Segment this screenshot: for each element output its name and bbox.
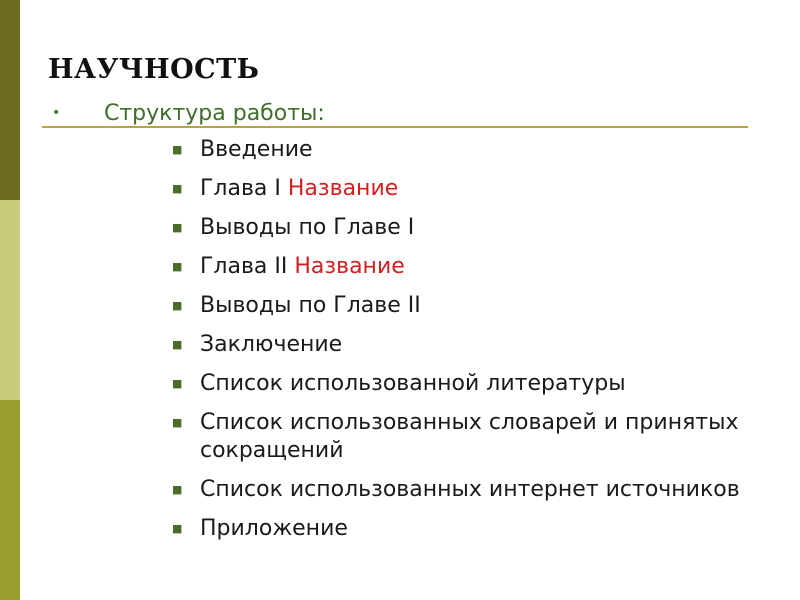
decor-stripe-top xyxy=(0,0,20,200)
decor-stripe-bottom xyxy=(0,400,20,600)
list-item-text xyxy=(200,214,772,242)
subtitle: Структура работы: xyxy=(104,100,325,126)
list-item-text xyxy=(200,331,772,359)
list-item xyxy=(172,476,772,504)
decor-stripe-middle xyxy=(0,200,20,400)
slide-title: НАУЧНОСТЬ xyxy=(48,54,260,85)
list-item xyxy=(172,175,772,203)
list-item xyxy=(172,331,772,359)
list-item xyxy=(172,409,772,465)
square-bullet-icon: ■ xyxy=(172,221,183,234)
square-bullet-icon: ■ xyxy=(172,299,183,312)
square-bullet-icon: ■ xyxy=(172,182,183,195)
subtitle-row xyxy=(48,100,325,126)
list-item-label: Глава II xyxy=(200,254,288,279)
list-item-text xyxy=(200,175,772,203)
square-bullet-icon: ■ xyxy=(172,260,183,273)
structure-list xyxy=(172,136,772,554)
list-item-label: Глава I xyxy=(200,176,281,201)
list-item-highlight: Название xyxy=(294,254,405,279)
square-bullet-icon: ■ xyxy=(172,522,183,535)
list-item xyxy=(172,515,772,543)
list-item-text xyxy=(200,292,772,320)
square-bullet-icon: ■ xyxy=(172,483,183,496)
list-item-label: Выводы по Главе I xyxy=(200,215,415,240)
list-item-label: Список использованных интернет источников xyxy=(200,477,740,502)
list-item-text xyxy=(200,409,772,465)
divider-line xyxy=(42,126,748,128)
list-item-text xyxy=(200,253,772,281)
list-item-highlight: Название xyxy=(287,176,399,201)
list-item xyxy=(172,136,772,164)
list-item-text xyxy=(200,515,772,543)
list-item-label: Список использованных словарей и принятых сокращений xyxy=(200,410,739,463)
square-bullet-icon: ■ xyxy=(172,377,183,390)
list-item xyxy=(172,370,772,398)
list-item-text xyxy=(200,476,772,504)
list-item xyxy=(172,292,772,320)
list-item-label: Заключение xyxy=(200,332,343,357)
list-item-label: Выводы по Главе II xyxy=(200,293,421,318)
square-bullet-icon: ■ xyxy=(172,338,183,351)
dot-bullet-icon: • xyxy=(52,105,61,121)
list-item-text xyxy=(200,136,772,164)
list-item-label: Список использованной литературы xyxy=(200,371,626,396)
list-item xyxy=(172,214,772,242)
list-item xyxy=(172,253,772,281)
square-bullet-icon: ■ xyxy=(172,416,183,429)
list-item-label: Приложение xyxy=(200,516,348,541)
list-item-text xyxy=(200,370,772,398)
square-bullet-icon: ■ xyxy=(172,143,183,156)
list-item-label: Введение xyxy=(200,137,313,162)
